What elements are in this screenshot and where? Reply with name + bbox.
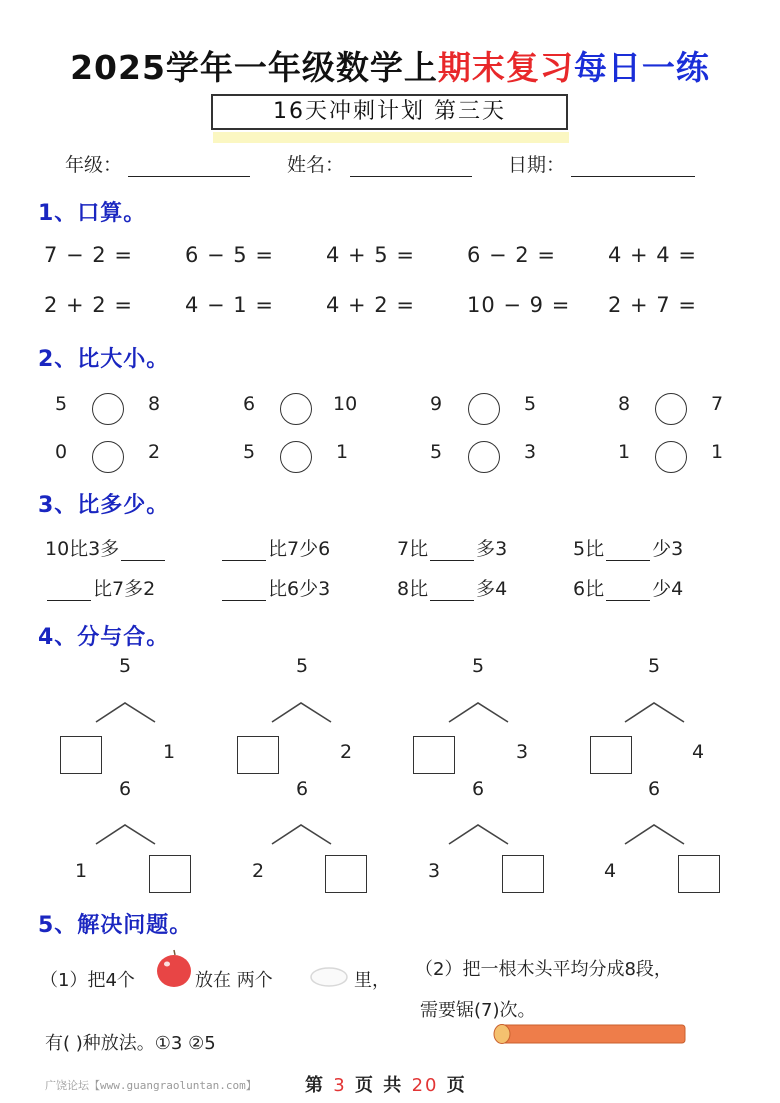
- title-black-part: 2025学年一年级数学上: [70, 48, 438, 87]
- more-less-prefix: 8比: [397, 578, 429, 600]
- tree-total: 6: [119, 778, 132, 800]
- section-4-title: 4、分与合。: [38, 625, 170, 650]
- compare-right: 5: [524, 393, 537, 415]
- source-watermark: 广饶论坛【www.guangraoluntan.com】: [45, 1079, 257, 1092]
- more-less-suffix: 少3: [652, 538, 684, 560]
- problem-2-line-1: （2）把一根木头平均分成8段，: [415, 959, 672, 980]
- page-prefix: 第: [305, 1075, 325, 1096]
- tree-right-part: 4: [692, 741, 705, 763]
- section-1-title: 1、口算。: [38, 201, 147, 226]
- grade-label: 年级：: [65, 154, 123, 176]
- tree-total: 6: [296, 778, 309, 800]
- compare-right: 2: [148, 441, 161, 463]
- compare-right: 7: [711, 393, 724, 415]
- mental-math-item: 2 + 2 =: [44, 293, 133, 317]
- more-less-suffix: 比7多2: [93, 578, 156, 600]
- tree-right-part: 1: [163, 741, 176, 763]
- name-label: 姓名：: [287, 154, 345, 176]
- compare-left: 5: [55, 393, 68, 415]
- more-less-suffix: 多4: [476, 578, 508, 600]
- mental-math-item: 4 − 1 =: [185, 293, 274, 317]
- answer-box[interactable]: [502, 855, 544, 893]
- more-less-suffix: 多3: [476, 538, 508, 560]
- more-less-prefix: 10比3多: [45, 538, 120, 560]
- tree-left-part: 4: [604, 860, 617, 882]
- more-less-suffix: 比7少6: [268, 538, 331, 560]
- answer-box[interactable]: [149, 855, 191, 893]
- more-less-prefix: 7比: [397, 538, 429, 560]
- answer-box[interactable]: [237, 736, 279, 774]
- mental-math-item: 2 + 7 =: [608, 293, 697, 317]
- tree-total: 6: [472, 778, 485, 800]
- more-less-suffix: 比6少3: [268, 578, 331, 600]
- problem-1-text-c: 里，: [354, 970, 390, 991]
- compare-right: 10: [333, 393, 358, 415]
- compare-right: 3: [524, 441, 537, 463]
- answer-box[interactable]: [60, 736, 102, 774]
- mental-math-item: 10 − 9 =: [467, 293, 571, 317]
- page-current: 3: [333, 1075, 347, 1096]
- apple-icon: [155, 946, 193, 988]
- problem-1-text-b: 放在 两个: [195, 970, 273, 991]
- compare-left: 8: [618, 393, 631, 415]
- subtitle-box: 16天冲刺计划 第三天: [211, 94, 568, 130]
- tree-total: 5: [296, 655, 309, 677]
- tree-total: 5: [472, 655, 485, 677]
- tree-total: 6: [648, 778, 661, 800]
- compare-right: 8: [148, 393, 161, 415]
- compare-left: 9: [430, 393, 443, 415]
- compare-left: 6: [243, 393, 256, 415]
- compare-right: 1: [336, 441, 349, 463]
- page-indicator: [305, 1071, 467, 1097]
- tree-right-part: 2: [340, 741, 353, 763]
- tree-left-part: 1: [75, 860, 88, 882]
- answer-box[interactable]: [325, 855, 367, 893]
- compare-left: 1: [618, 441, 631, 463]
- mental-math-item: 4 + 5 =: [326, 243, 415, 267]
- title-blue-part: 每日一练: [573, 48, 710, 87]
- tree-total: 5: [648, 655, 661, 677]
- title-red-part: 期末复习: [437, 48, 574, 87]
- mental-math-item: 6 − 2 =: [467, 243, 556, 267]
- more-less-prefix: 6比: [573, 578, 605, 600]
- more-less-prefix: 5比: [573, 538, 605, 560]
- compare-left: 5: [430, 441, 443, 463]
- problem-1-line-1: [40, 966, 135, 992]
- tree-total: 5: [119, 655, 132, 677]
- mental-math-item: 4 + 4 =: [608, 243, 697, 267]
- tree-left-part: 3: [428, 860, 441, 882]
- mental-math-item: 6 − 5 =: [185, 243, 274, 267]
- section-2-title: 2、比大小。: [38, 347, 170, 372]
- problem-1-line-2: 有( )种放法。①3 ②5: [45, 1033, 216, 1054]
- answer-box[interactable]: [590, 736, 632, 774]
- problem-2-line-2: 需要锯(7)次。: [420, 1000, 536, 1021]
- mental-math-item: 7 − 2 =: [44, 243, 133, 267]
- tree-left-part: 2: [252, 860, 265, 882]
- page-suffix: 页: [446, 1075, 467, 1096]
- section-5-title: 5、解决问题。: [38, 913, 193, 938]
- answer-box[interactable]: [413, 736, 455, 774]
- problem-1-text-a: （1）把4个: [40, 970, 135, 991]
- more-less-suffix: 少4: [652, 578, 684, 600]
- wood-log-icon: [490, 1022, 690, 1048]
- compare-left: 0: [55, 441, 68, 463]
- answer-box[interactable]: [678, 855, 720, 893]
- compare-left: 5: [243, 441, 256, 463]
- date-label: 日期：: [508, 154, 566, 176]
- section-3-title: 3、比多少。: [38, 493, 170, 518]
- tree-right-part: 3: [516, 741, 529, 763]
- page-mid: 页 共: [355, 1075, 404, 1096]
- mental-math-item: 4 + 2 =: [326, 293, 415, 317]
- plate-icon: [308, 964, 350, 990]
- compare-right: 1: [711, 441, 724, 463]
- page-total: 20: [411, 1075, 439, 1096]
